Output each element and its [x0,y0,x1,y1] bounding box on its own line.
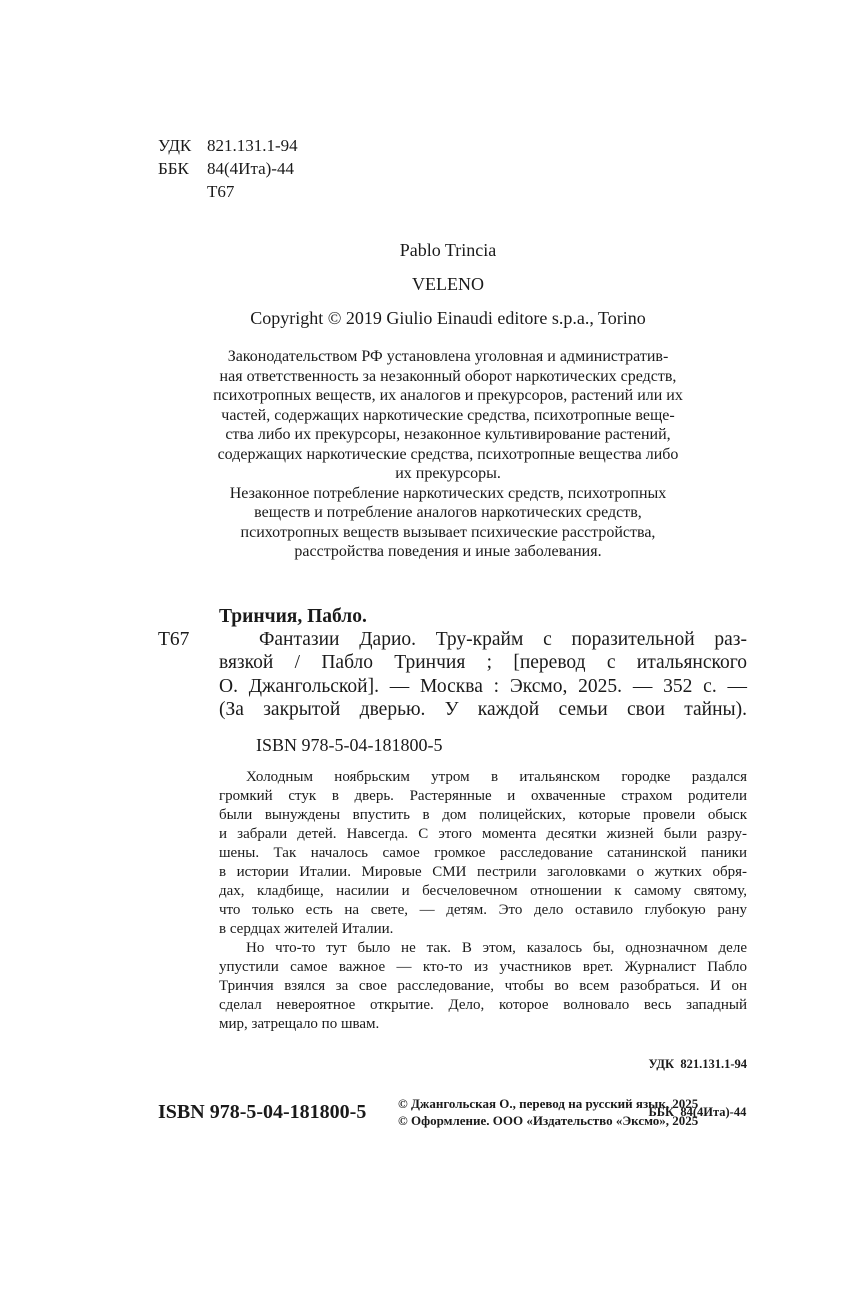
author-mark: Т67 [207,182,235,201]
annotation-line: упустили самое важное — кто-то из участников врет. Журналист Пабло [219,959,747,975]
footer-isbn: ISBN 978-5-04-181800-5 [158,1101,367,1123]
footer-bbk: ББК 84(4Ита)-44 [648,1105,747,1119]
udk-label: УДК [158,136,192,155]
footer-copyrights [398,1095,698,1129]
legal-line: ства либо их прекурсоры, незаконное культивирование растений, [225,426,671,443]
udk-value: 821.131.1-94 [207,136,298,155]
legal-notice [150,347,746,562]
original-author: Pablo Trincia [399,240,497,260]
annotation-line: громкий стук в дверь. Растерянные и охваченные страхом родители [219,788,747,804]
footer-udk: УДК 821.131.1-94 [648,1057,747,1071]
annotation-line: и забрали детей. Навсегда. С этого момента десятки жизней были разру- [219,826,747,842]
legal-line: частей, содержащих наркотические средства, психотропные веще- [221,406,675,424]
annotation [219,768,747,1034]
catalog-description [219,628,747,722]
legal-line: Незаконное потребление наркотических средств, психотропных [229,484,667,502]
catalog-line: (За закрытой дверью. У каждой семьи свои тайны). [219,699,747,721]
catalog-mark: Т67 [158,629,190,650]
bbk-label: ББК [158,159,189,178]
catalog-line: Фантазии Дарио. Тру-крайм с поразительной раз- [259,629,747,650]
legal-line: веществ и потребление аналогов наркотических средств, [254,504,642,521]
copyright-design: © Оформление. ООО «Издательство «Эксмо», 2025 [398,1113,699,1128]
legal-line: ная ответственность за незаконный оборот наркотических средств, [219,367,677,385]
annotation-line: в истории Италии. Мировые СМИ пестрили заголовками о жутких обря- [219,864,747,880]
catalog-line: вязкой / Пабло Тринчия ; [перевод с итальянского [219,652,747,674]
copyright-translation: © Джангольская О., перевод на русский язык, 2025 [398,1096,699,1111]
catalog-isbn: ISBN 978-5-04-181800-5 [256,735,443,755]
annotation-line: Холодным ноябрьским утром в итальянском городке раздался [246,769,747,785]
catalog-author-heading: Тринчия, Пабло. [219,606,367,627]
catalog-line: О. Джангольской]. — Москва : Эксмо, 2025. — 352 с. — [219,675,747,697]
legal-line: содержащих наркотические средства, психотропные вещества либо [217,445,679,463]
annotation-line: что только есть на свете, — детям. Это дело оставило глубокую рану [219,902,747,918]
annotation-line: дах, кладбище, насилии и бесчеловечном отношении к самому святому, [219,883,747,899]
annotation-line: Тринчия взялся за свое расследование, чтобы во всем разобраться. И он [219,978,747,994]
legal-line: психотропных веществ вызывает психические расстройства, [240,523,656,541]
annotation-line: в сердцах жителей Италии. [219,921,394,937]
bbk-value: 84(4Ита)-44 [207,159,294,178]
annotation-line: шены. Так началось самое громкое расследование сатанинской паники [219,845,747,861]
annotation-line: Но что-то тут было не так. В этом, казалось бы, однозначном деле [246,940,747,956]
original-copyright: Copyright © 2019 Giulio Einaudi editore s.p.a., Torino [250,308,646,328]
annotation-line: мир, затрещало по швам. [219,1016,380,1032]
classification-index [158,134,298,203]
legal-line: расстройства поведения и иные заболевания. [294,543,602,560]
annotation-line: сделал невероятное открытие. Дело, которое волновало весь западный [219,997,747,1013]
legal-line: Законодательством РФ установлена уголовная и административ- [227,348,669,365]
original-title: VELENO [412,274,484,294]
annotation-line: были вынуждены впустить в дом полицейских, которые провели обыск [219,807,747,823]
legal-line: их прекурсоры. [395,465,501,482]
legal-line: психотропных веществ, их аналогов и прекурсоров, растений или их [213,387,683,404]
